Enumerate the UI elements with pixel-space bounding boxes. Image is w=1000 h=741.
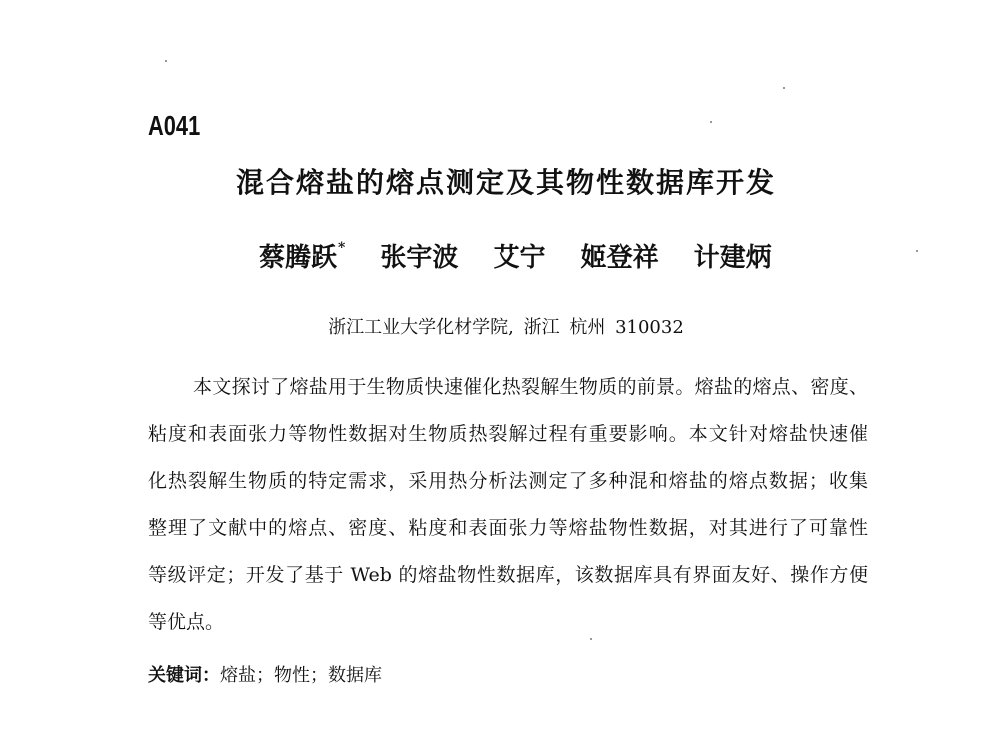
author: 计建炳 [693, 243, 772, 273]
abstract [148, 364, 868, 646]
abstract-line: 等级评定；开发了基于 Web 的熔盐物性数据库，该数据库具有界面友好、操作方便 [148, 564, 868, 586]
abstract-line: 化热裂解生物质的特定需求，采用热分析法测定了多种混和熔盐的熔点数据；收集 [148, 470, 868, 492]
keywords-text: 熔盐；物性；数据库 [220, 665, 382, 686]
corresponding-author-mark: * [338, 240, 346, 256]
scan-speck [783, 87, 785, 89]
author [259, 238, 345, 278]
abstract-line: 等优点。 [148, 611, 225, 633]
scan-speck [590, 638, 592, 640]
paper-title: 混合熔盐的熔点测定及其物性数据库开发 [235, 166, 776, 199]
affiliation: 浙江工业大学化材学院, 浙江 杭州 310032 [328, 317, 684, 338]
author-name: 蔡腾跃 [259, 243, 338, 273]
author: 姬登祥 [580, 243, 659, 273]
scan-speck [165, 60, 167, 62]
author-list [246, 238, 772, 278]
keywords-label: 关键词： [148, 665, 220, 686]
author: 艾宁 [493, 243, 546, 273]
scan-speck [916, 250, 918, 252]
abstract-line: 粘度和表面张力等物性数据对生物质热裂解过程有重要影响。本文针对熔盐快速催 [148, 423, 868, 445]
paper-code: A041 [148, 110, 201, 141]
abstract-line: 本文探讨了熔盐用于生物质快速催化热裂解生物质的前景。熔盐的熔点、密度、 [193, 376, 868, 398]
scan-speck [710, 121, 712, 123]
abstract-line: 整理了文献中的熔点、密度、粘度和表面张力等熔盐物性数据，对其进行了可靠性 [148, 517, 868, 539]
keywords [148, 661, 382, 691]
author: 张宇波 [380, 243, 459, 273]
